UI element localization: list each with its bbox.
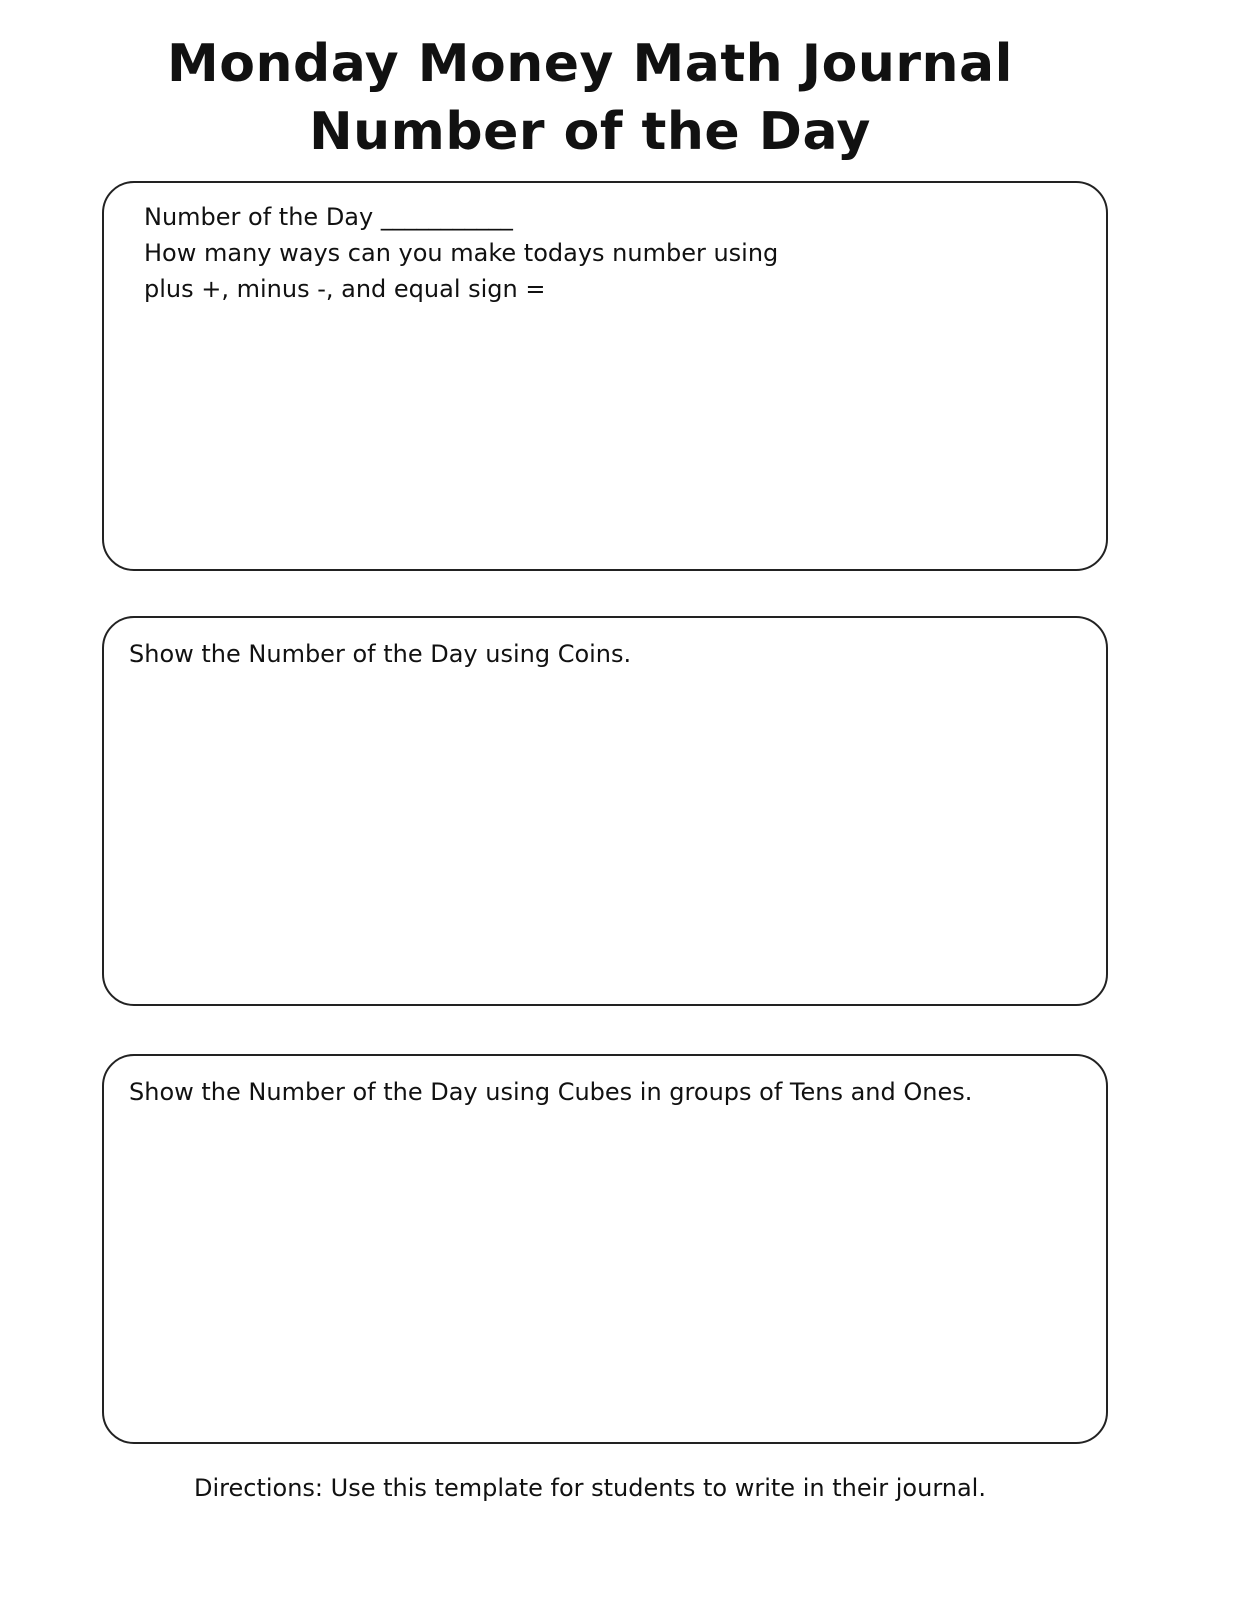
- cubes-box: [102, 1054, 1108, 1444]
- directions-note: Directions: Use this template for students to write in their journal.: [194, 1474, 986, 1502]
- cubes-prompt: Show the Number of the Day using Cubes in groups of Tens and Ones.: [129, 1078, 973, 1106]
- coins-box: [102, 616, 1108, 1006]
- ways-prompt: [144, 199, 778, 307]
- ways-question-line: How many ways can you make todays number using: [144, 239, 779, 267]
- ways-operators-line: plus +, minus -, and equal sign =: [144, 275, 546, 303]
- number-of-day-blank-line: Number of the Day ___________: [144, 203, 513, 231]
- coins-prompt: Show the Number of the Day using Coins.: [129, 640, 632, 668]
- page-subtitle: Number of the Day: [309, 102, 871, 162]
- page-title: Monday Money Math Journal: [167, 34, 1013, 94]
- number-of-day-ways-box: [102, 181, 1108, 571]
